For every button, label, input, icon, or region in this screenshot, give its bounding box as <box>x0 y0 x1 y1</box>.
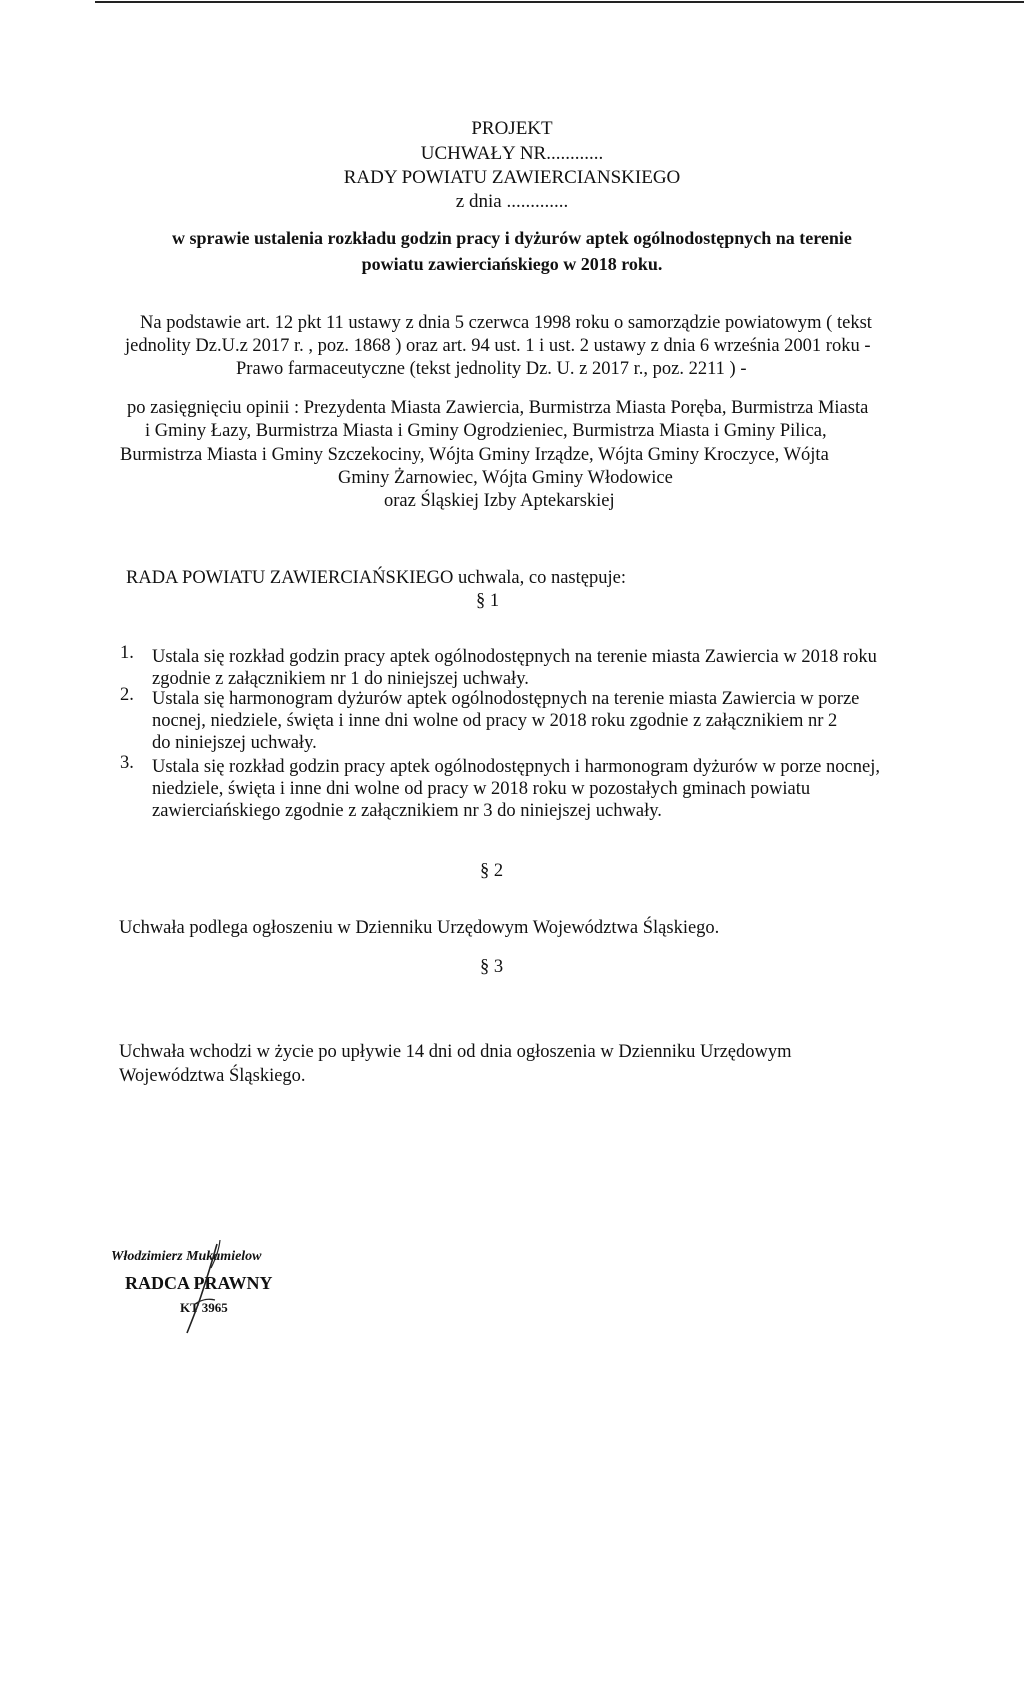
scan-top-edge <box>95 1 1024 3</box>
section-2-mark: § 2 <box>480 861 504 881</box>
consultation-line-4: Gminy Żarnowiec, Wójta Gminy Włodowice <box>338 468 673 488</box>
consultation-line-2: i Gminy Łazy, Burmistrza Miasta i Gminy Ogrodzieniec, Burmistrza Miasta i Gminy Pilica, <box>145 421 827 441</box>
item-3-line-2: niedziele, święta i inne dni wolne od pracy w 2018 roku w pozostałych gminach powiatu <box>152 779 811 799</box>
item-3-line-3: zawierciańskiego zgodnie z załącznikiem nr 3 do niniejszej uchwały. <box>152 801 662 821</box>
item-number: 3. <box>120 753 134 773</box>
legal-basis-line-1: Na podstawie art. 12 pkt 11 ustawy z dnia 5 czerwca 1998 roku o samorządzie powiatowym ( tekst <box>140 313 872 333</box>
section-3-line-1: Uchwała wchodzi w życie po upływie 14 dni od dnia ogłoszenia w Dzienniku Urzędowym <box>119 1042 792 1062</box>
section-2-text: Uchwała podlega ogłoszeniu w Dzienniku Urzędowym Województwa Śląskiego. <box>119 918 720 938</box>
legal-basis-line-2: jednolity Dz.U.z 2017 r. , poz. 1868 ) oraz art. 94 ust. 1 i ust. 2 ustawy z dnia 6 września 2001 roku - <box>125 336 871 356</box>
consultation-line-5: oraz Śląskiej Izby Aptekarskiej <box>384 491 615 511</box>
legal-basis-line-3: Prawo farmaceutyczne (tekst jednolity Dz. U. z 2017 r., poz. 2211 ) - <box>236 359 747 379</box>
stamp-name: Włodzimierz Mukamielow <box>111 1249 262 1264</box>
subject-line-1: w sprawie ustalenia rozkładu godzin pracy i dyżurów aptek ogólnodostępnych na terenie <box>172 228 852 248</box>
item-2-line-1: Ustala się harmonogram dyżurów aptek ogólnodostępnych na terenie miasta Zawiercia w porze <box>152 689 860 709</box>
stamp-title: RADCA PRAWNY <box>125 1273 273 1293</box>
resolution-intro: RADA POWIATU ZAWIERCIAŃSKIEGO uchwala, co następuje: <box>126 568 626 588</box>
item-3-line-1: Ustala się rozkład godzin pracy aptek ogólnodostępnych i harmonogram dyżurów w porze nocnej, <box>152 757 880 777</box>
resolution-number: UCHWAŁY NR............ <box>420 143 604 164</box>
doc-projekt-label: PROJEKT <box>471 118 553 139</box>
stamp-number: KT 3965 <box>180 1300 228 1315</box>
item-number: 2. <box>120 685 134 705</box>
section-3-line-2: Województwa Śląskiego. <box>119 1066 306 1086</box>
consultation-line-3: Burmistrza Miasta i Gminy Szczekociny, Wójta Gminy Irządze, Wójta Gminy Kroczyce, Wójta <box>120 445 829 465</box>
item-1-line-2: zgodnie z załącznikiem nr 1 do niniejszej uchwały. <box>152 669 529 689</box>
council-name: RADY POWIATU ZAWIERCIANSKIEGO <box>343 167 681 188</box>
item-number: 1. <box>120 643 134 663</box>
item-2-line-2: nocnej, niedziele, święta i inne dni wolne od pracy w 2018 roku zgodnie z załącznikiem nr 2 <box>152 711 838 731</box>
item-1-line-1: Ustala się rozkład godzin pracy aptek ogólnodostępnych na terenie miasta Zawiercia w 2018 roku <box>152 647 877 667</box>
section-1-mark: § 1 <box>476 591 500 611</box>
resolution-date: z dnia ............. <box>455 191 569 212</box>
section-3-mark: § 3 <box>480 957 504 977</box>
consultation-line-1: po zasięgnięciu opinii : Prezydenta Miasta Zawiercia, Burmistrza Miasta Poręba, Burmistrza Miasta <box>127 398 869 418</box>
item-2-line-3: do niniejszej uchwały. <box>152 733 317 753</box>
subject-line-2: powiatu zawierciańskiego w 2018 roku. <box>361 254 663 274</box>
handwritten-signature <box>165 1238 235 1338</box>
